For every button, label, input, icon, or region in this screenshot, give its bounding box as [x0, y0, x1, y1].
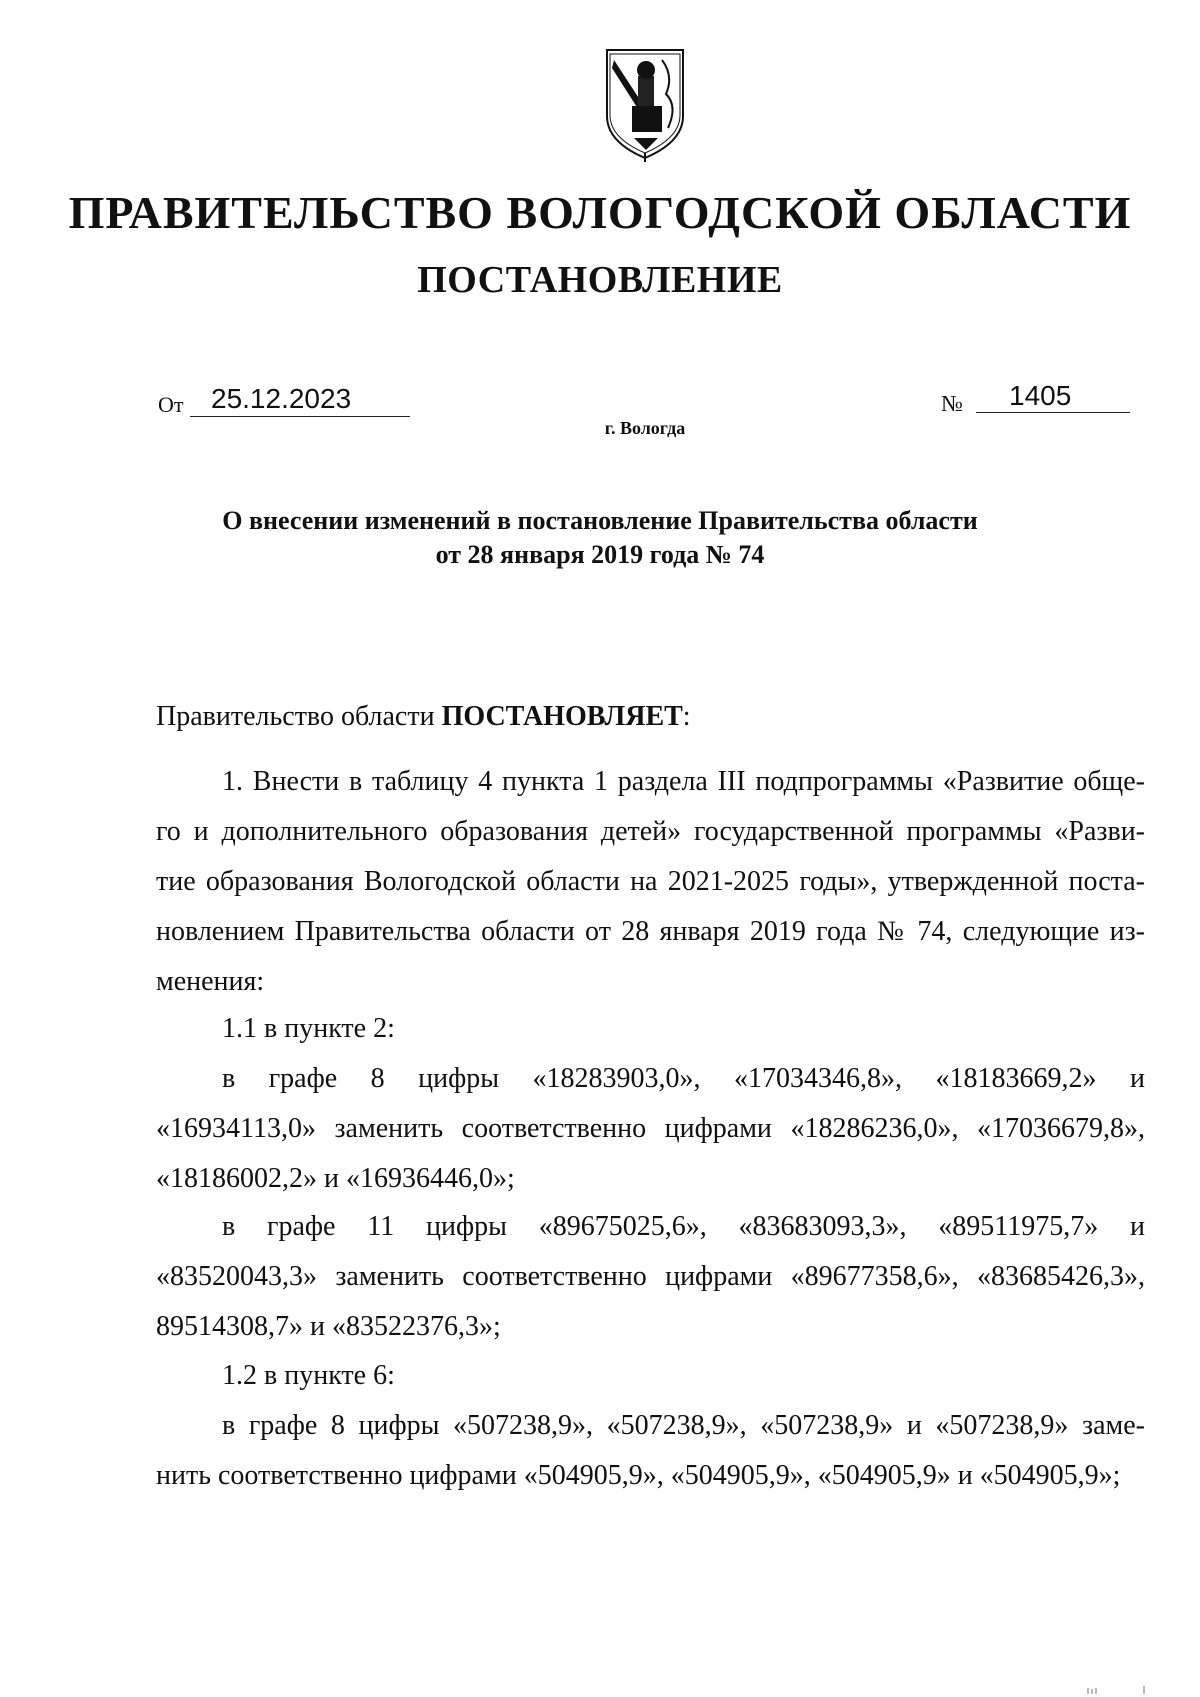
- subject-line: от 28 января 2019 года № 74: [435, 540, 765, 569]
- subject-line: О внесении изменений в постановление Правительства области: [222, 506, 978, 535]
- paragraph-1-1-column-8: [156, 1054, 1145, 1204]
- coat-of-arms-emblem: [604, 46, 686, 164]
- city-label: г. Вологда: [604, 418, 686, 438]
- paragraph-line: «18186002,2» и «16936446,0»;: [156, 1163, 515, 1194]
- paragraph-line: 1. Внести в таблицу 4 пункта 1 раздела III подпрограммы «Развитие обще-: [222, 766, 1145, 797]
- subitem-1-1: 1.1 в пункте 2:: [222, 1013, 395, 1044]
- paragraph-line: нить соответственно цифрами «504905,9», «504905,9», «504905,9» и «504905,9»;: [156, 1460, 1121, 1491]
- document-date: 25.12.2023: [211, 383, 352, 414]
- paragraph-line: менения:: [156, 966, 265, 997]
- paragraph-1: [156, 757, 1145, 1007]
- date-prefix: От: [158, 392, 184, 417]
- paragraph-line: в графе 11 цифры «89675025,6», «83683093,3», «89511975,7» и: [222, 1211, 1145, 1242]
- subitem-1-2: 1.2 в пункте 6:: [222, 1360, 395, 1391]
- date-underline: [190, 416, 410, 417]
- paragraph-line: в графе 8 цифры «507238,9», «507238,9», «507238,9» и «507238,9» заме-: [222, 1410, 1145, 1441]
- paragraph-line: «83520043,3» заменить соответственно цифрами «89677358,6», «83685426,3»,: [156, 1261, 1145, 1292]
- preamble-text: Правительство области: [156, 701, 442, 732]
- scan-mark: [1086, 1686, 1148, 1694]
- paragraph-line: «16934113,0» заменить соответственно цифрами «18286236,0», «17036679,8»,: [156, 1113, 1145, 1144]
- paragraph-1-2-column-8: [156, 1401, 1145, 1501]
- number-underline: [976, 412, 1130, 413]
- document-number: 1405: [1009, 380, 1072, 411]
- preamble-decree-word: ПОСТАНОВЛЯЕТ: [441, 701, 683, 732]
- paragraph-line: в графе 8 цифры «18283903,0», «17034346,8», «18183669,2» и: [222, 1063, 1145, 1094]
- preamble: [156, 692, 1145, 742]
- government-title: ПРАВИТЕЛЬСТВО ВОЛОГОДСКОЙ ОБЛАСТИ: [68, 187, 1132, 238]
- paragraph-line: го и дополнительного образования детей» государственной программы «Разви-: [156, 816, 1145, 847]
- document-type-title: ПОСТАНОВЛЕНИЕ: [417, 259, 783, 301]
- paragraph-line: тие образования Вологодской области на 2021-2025 годы», утвержденной поста-: [156, 866, 1145, 897]
- number-sign: №: [941, 391, 963, 416]
- paragraph-line: 89514308,7» и «83522376,3»;: [156, 1311, 501, 1342]
- document-subject: [0, 504, 1200, 572]
- paragraph-1-1-column-11: [156, 1202, 1145, 1352]
- preamble-colon: :: [682, 701, 691, 732]
- paragraph-line: новлением Правительства области от 28 января 2019 года № 74, следующие из-: [156, 916, 1145, 947]
